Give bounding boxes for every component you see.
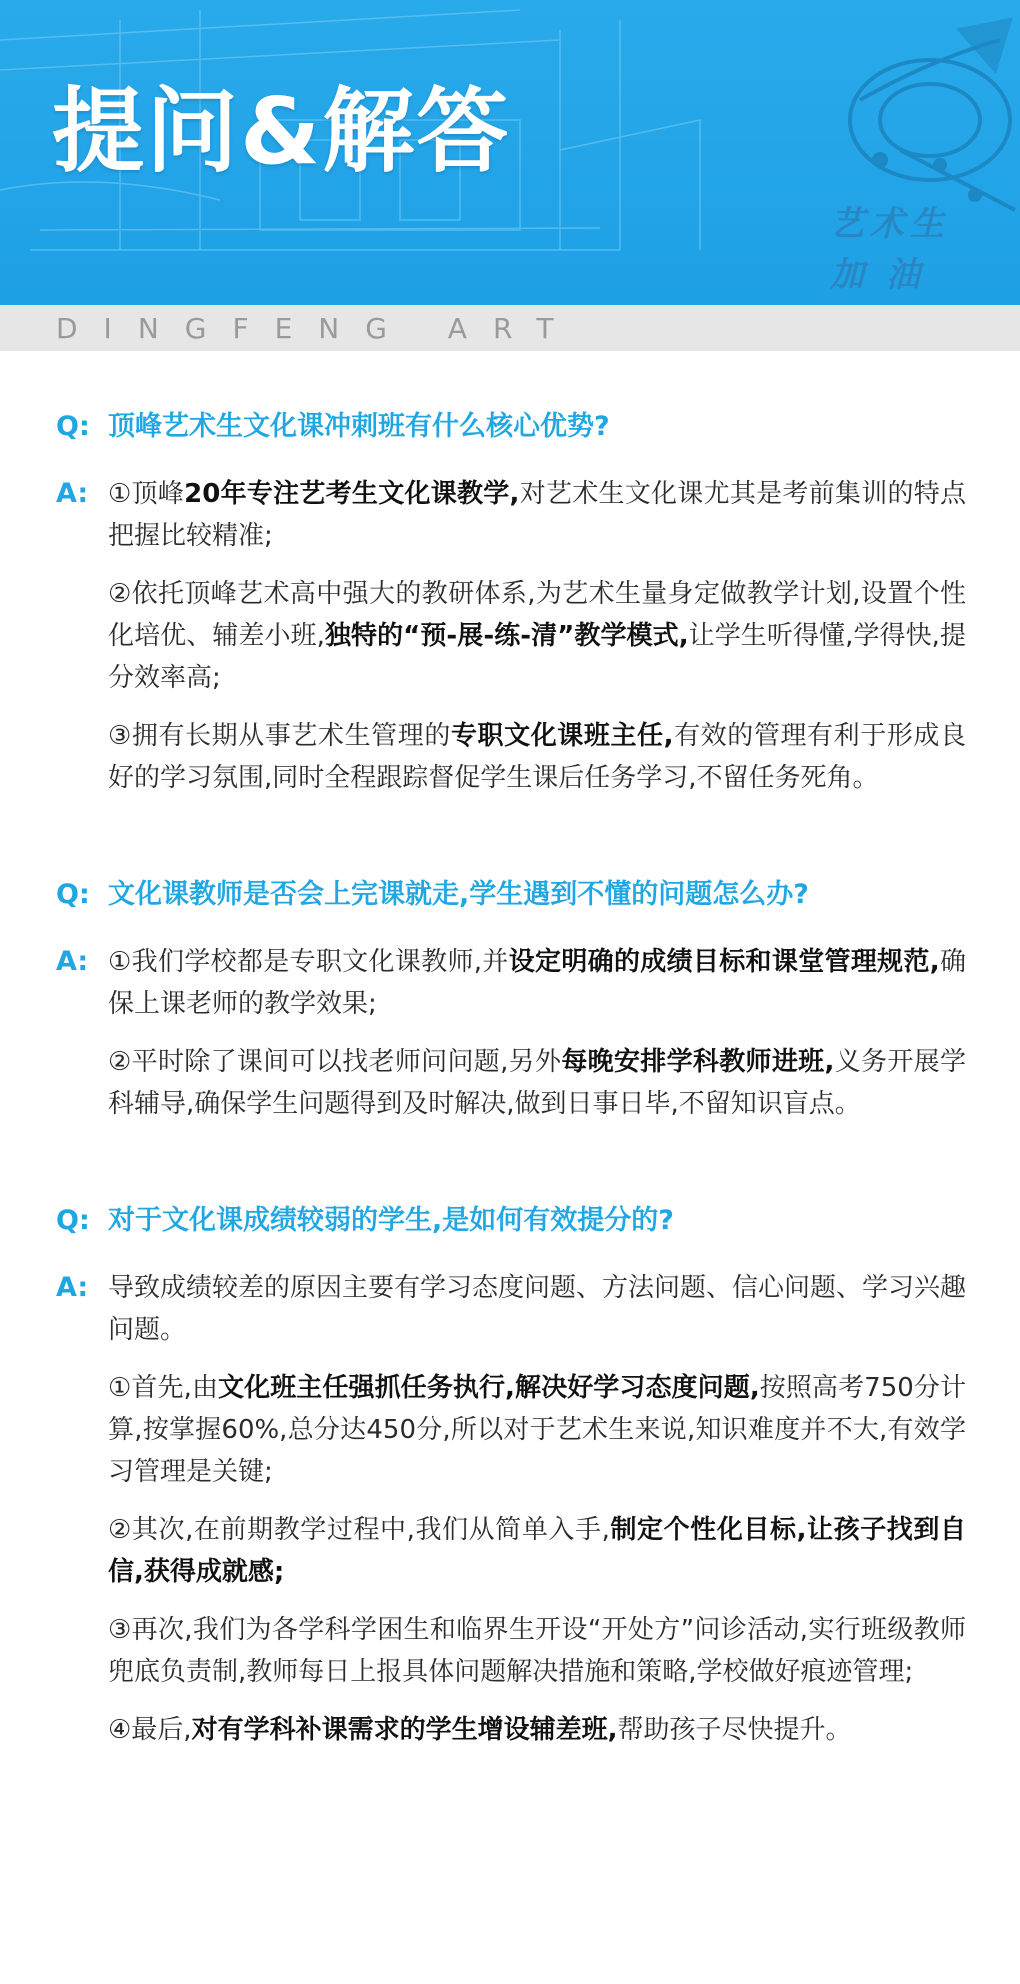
answer-body [108, 473, 966, 815]
answer-tag: A: [56, 1272, 89, 1303]
answer-paragraph: ③拥有长期从事艺术生管理的专职文化课班主任,有效的管理有利于形成良好的学习氛围,同时全程跟踪督促学生课后任务学习,不留任务死角。 [108, 721, 966, 793]
answer [56, 941, 966, 1141]
answer-paragraph: ③再次,我们为各学科学困生和临界生开设“开处方”问诊活动,实行班级教师兜底负责制,教师每日上报具体问题解决措施和策略,学校做好痕迹管理; [108, 1615, 966, 1687]
answer-tag: A: [56, 946, 89, 977]
question-text: 顶峰艺术生文化课冲刺班有什么核心优势? [108, 411, 610, 442]
header-banner [0, 0, 1020, 305]
question [56, 1201, 966, 1241]
qa-section [0, 855, 1020, 1141]
answer-paragraph: ①首先,由文化班主任强抓任务执行,解决好学习态度问题,按照高考750分计算,按掌握60%,总分达450分,所以对于艺术生来说,知识难度并不大,有效学习管理是关键; [108, 1373, 966, 1487]
answer-body [108, 941, 966, 1141]
question-tag: Q: [56, 879, 90, 910]
answer-tag: A: [56, 478, 89, 509]
answer-paragraph: ①我们学校都是专职文化课教师,并设定明确的成绩目标和课堂管理规范,确保上课老师的教学效果; [108, 947, 966, 1019]
brand-subtitle: DINGFENG ART [56, 312, 580, 345]
question [56, 407, 966, 447]
answer-paragraph: ②依托顶峰艺术高中强大的教研体系,为艺术生量身定做教学计划,设置个性化培优、辅差小班,独特的“预-展-练-清”教学模式,让学生听得懂,学得快,提分效率高; [108, 579, 967, 693]
answer-body [108, 1267, 966, 1767]
slogan-line-2: 加油 [830, 255, 942, 295]
question-text: 文化课教师是否会上完课就走,学生遇到不懂的问题怎么办? [108, 879, 809, 910]
answer-paragraph: ①顶峰20年专注艺考生文化课教学,对艺术生文化课尤其是考前集训的特点把握比较精准; [108, 479, 966, 551]
question-text: 对于文化课成绩较弱的学生,是如何有效提分的? [108, 1205, 674, 1236]
qa-section [0, 1181, 1020, 1767]
question-tag: Q: [56, 411, 90, 442]
answer-paragraph: ②平时除了课间可以找老师问问题,另外每晚安排学科教师进班,义务开展学科辅导,确保学生问题得到及时解决,做到日事日毕,不留知识盲点。 [108, 1047, 966, 1119]
qa-content [0, 351, 1020, 1767]
question-tag: Q: [56, 1205, 90, 1236]
answer-paragraph: 导致成绩较差的原因主要有学习态度问题、方法问题、信心问题、学习兴趣问题。 [108, 1273, 967, 1345]
qa-section [0, 351, 1020, 815]
answer [56, 473, 966, 815]
answer [56, 1267, 966, 1767]
pen-emblem-icon [850, 20, 1015, 210]
answer-paragraph: ②其次,在前期教学过程中,我们从简单入手,制定个性化目标,让孩子找到自信,获得成就感; [108, 1515, 966, 1587]
answer-paragraph: ④最后,对有学科补课需求的学生增设辅差班,帮助孩子尽快提升。 [108, 1715, 852, 1745]
page-title: 提问&解答 [52, 78, 511, 185]
brand-subtitle-bar [0, 305, 1020, 351]
slogan-line-1: 艺术生 [830, 204, 950, 244]
question [56, 875, 966, 915]
